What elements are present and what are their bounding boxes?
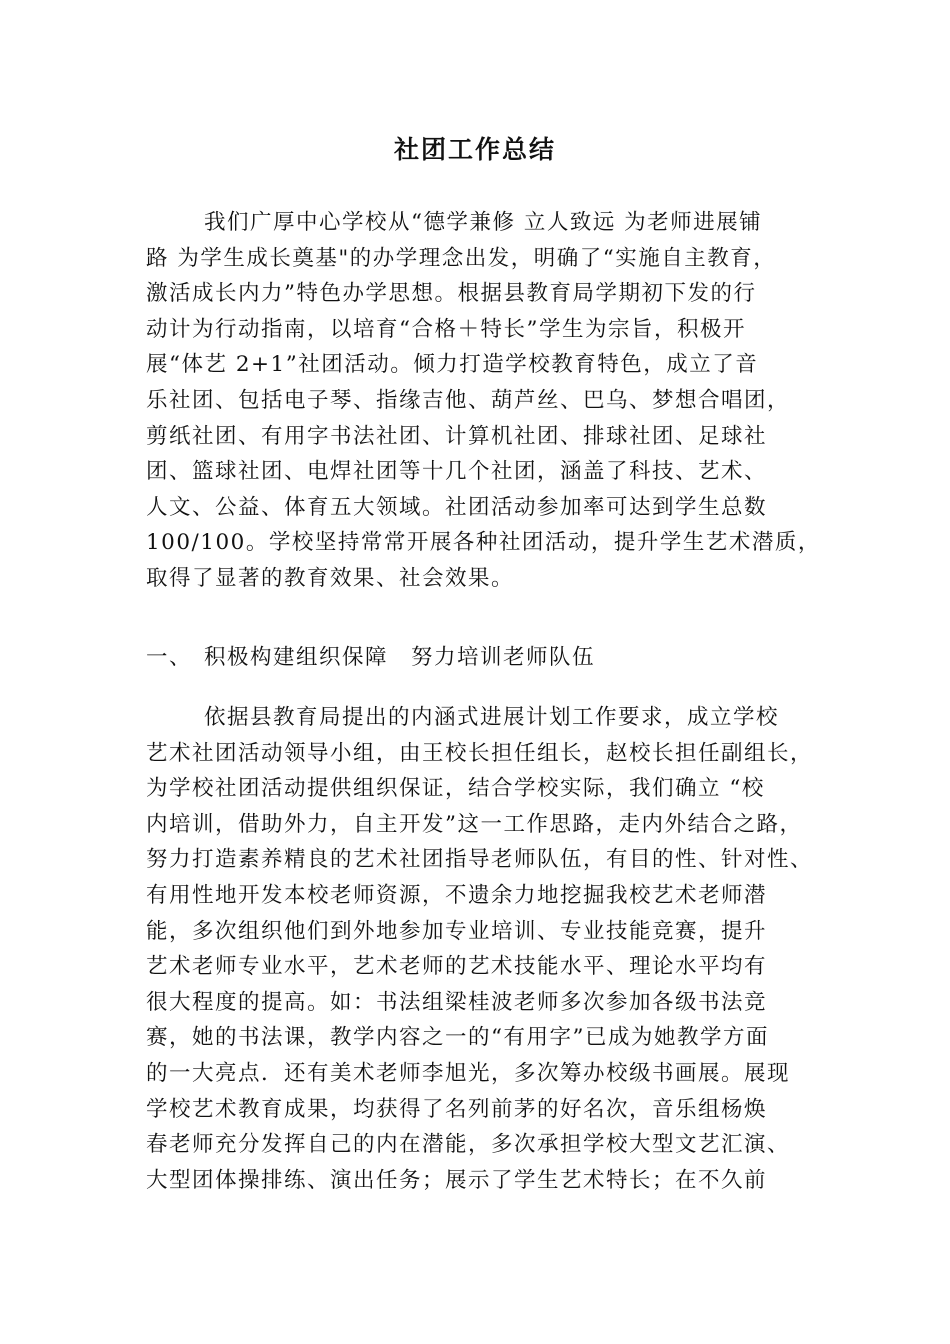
text-line: 乐社团、包括电子琴、指缘吉他、葫芦丝、巴乌、梦想合唱团，: [146, 387, 791, 413]
text-line: 动计为行动指南，以培育“合格＋特长”学生为宗旨，积极开: [146, 316, 746, 342]
text-line: 赛，她的书法课，教学内容之一的“有用字”已成为她教学方面: [146, 1025, 769, 1051]
text-line: 取得了显著的教育效果、社会效果。: [146, 565, 515, 591]
text-line: 学校艺术教育成果，均获得了名列前茅的好名次，音乐组杨焕: [146, 1096, 768, 1122]
text-line: 艺术老师专业水平，艺术老师的艺术技能水平、理论水平均有: [146, 954, 768, 980]
text-line: 大型团体操排练、演出任务；展示了学生艺术特长；在不久前: [146, 1167, 768, 1193]
text-line: 为学校社团活动提供组织保证，结合学校实际，我们确立 “校: [146, 776, 765, 802]
text-line: 很大程度的提高。如：书法组梁桂波老师多次参加各级书法竞: [146, 989, 768, 1015]
text-line: 100/100。学校坚持常常开展各种社团活动，提升学生艺术潜质，: [146, 530, 821, 556]
section-number: 一、: [146, 645, 193, 670]
paragraph-section1: [146, 700, 826, 1198]
text-line: 能，多次组织他们到外地参加专业培训、专业技能竞赛，提升: [146, 918, 768, 944]
section-heading-text: 积极构建组织保障 努力培训老师队伍: [204, 645, 596, 670]
text-line: 努力打造素养精良的艺术社团指导老师队伍，有目的性、针对性、: [146, 847, 814, 873]
paragraph-intro: [146, 205, 826, 597]
text-line: 依据县教育局提出的内涵式进展计划工作要求，成立学校: [204, 705, 780, 730]
section-heading: [146, 640, 595, 676]
text-line: 的一大亮点．还有美术老师李旭光，多次筹办校级书画展。展现: [146, 1060, 791, 1086]
text-line: 展“体艺 2+1”社团活动。倾力打造学校教育特色，成立了音: [146, 352, 759, 378]
document-title: 社团工作总结: [393, 135, 556, 164]
text-line: 人文、公益、体育五大领域。社团活动参加率可达到学生总数: [146, 494, 768, 520]
text-line: 有用性地开发本校老师资源，不遗余力地挖掘我校艺术老师潜: [146, 882, 768, 908]
text-line: 春老师充分发挥自己的内在潜能，多次承担学校大型文艺汇演、: [146, 1132, 791, 1158]
text-line: 我们广厚中心学校从“德学兼修 立人致远 为老师进展铺: [204, 210, 763, 235]
text-line: 艺术社团活动领导小组，由王校长担任组长，赵校长担任副组长，: [146, 740, 814, 766]
text-line: 内培训，借助外力，自主开发”这一工作思路，走内外结合之路，: [146, 811, 803, 837]
text-line: 剪纸社团、有用字书法社团、计算机社团、排球社团、足球社: [146, 423, 768, 449]
text-line: 团、篮球社团、电焊社团等十几个社团，涵盖了科技、艺术、: [146, 459, 768, 485]
text-line: 激活成长内力”特色办学思想。根据县教育局学期初下发的行: [146, 281, 757, 307]
text-line: 路 为学生成长奠基"的办学理念出发，明确了“实施自主教育，: [146, 245, 777, 271]
